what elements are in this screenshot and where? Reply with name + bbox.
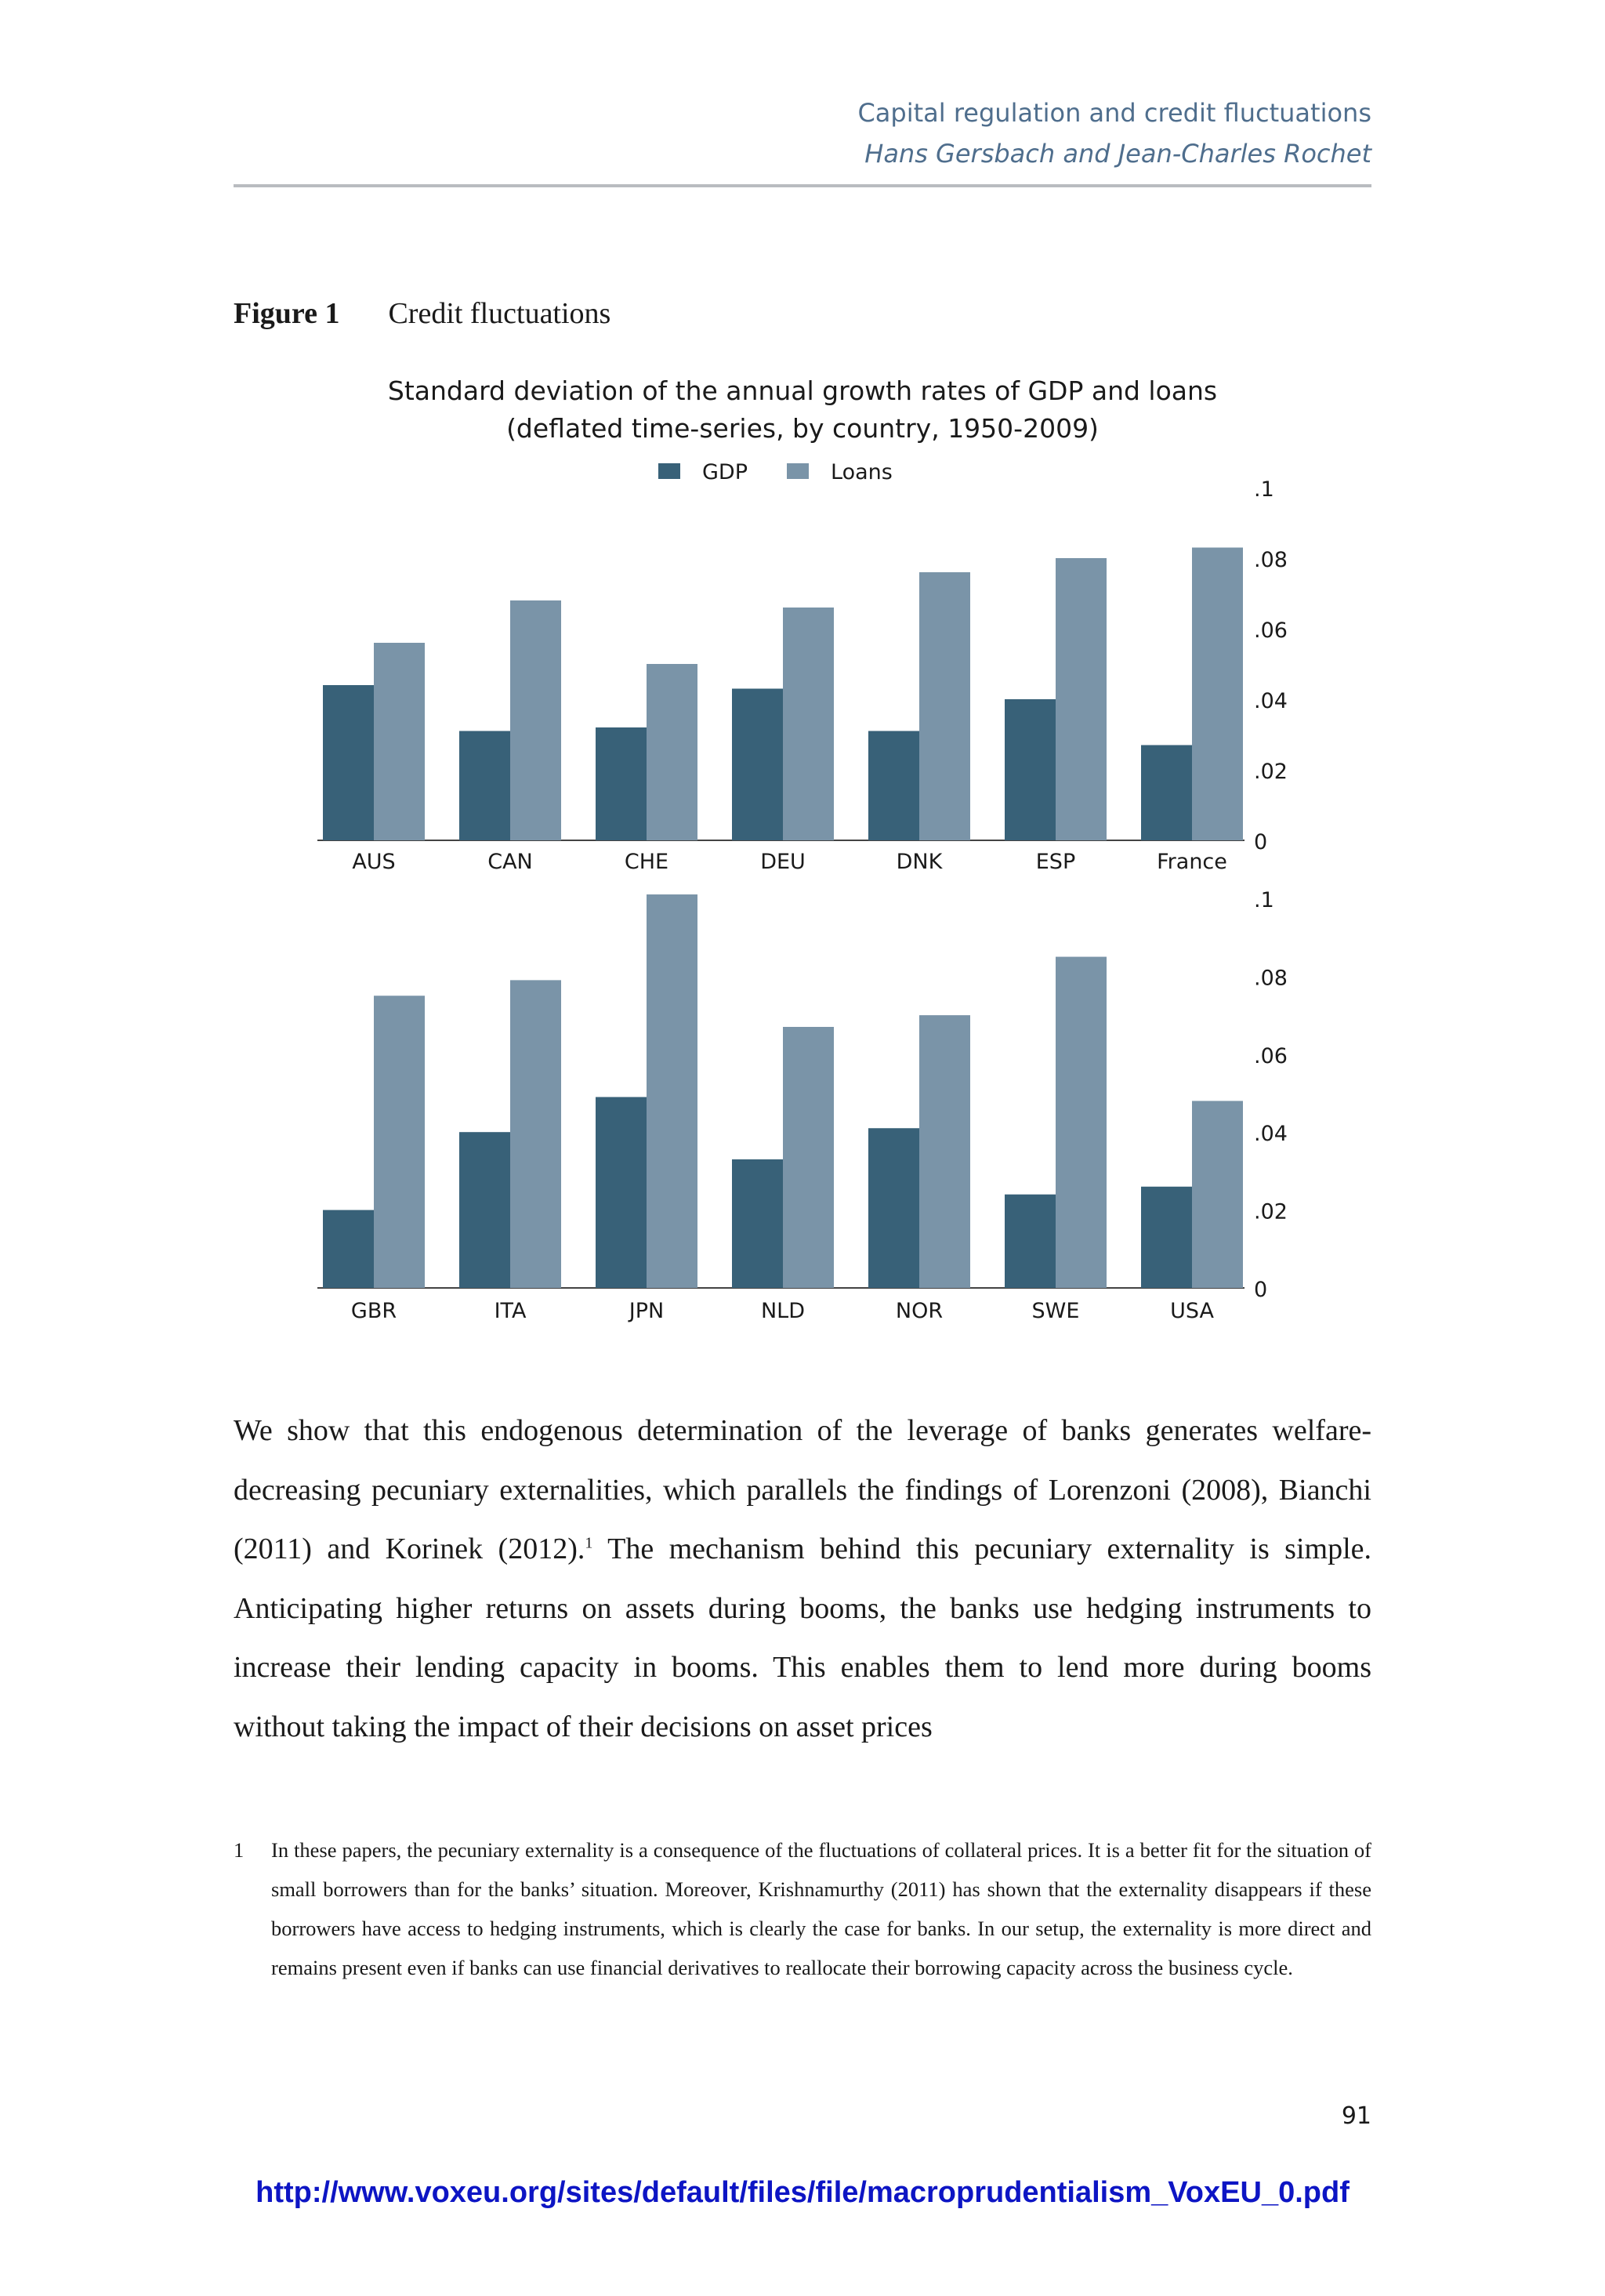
category-label-france: France — [1157, 850, 1227, 874]
bar-loans-swe — [1056, 957, 1107, 1288]
bar-loans-nor — [919, 1015, 970, 1288]
bar-gdp-france — [1141, 745, 1192, 841]
body-paragraph — [234, 1402, 1371, 1757]
panel-2-ytick: .04 — [1254, 1122, 1288, 1147]
category-label-aus: AUS — [352, 850, 396, 874]
category-label-nld: NLD — [760, 1299, 806, 1323]
footnote-text: In these papers, the pecuniary externality is a consequence of the fluctuations of collateral prices. It is a better fit for the situation of small borrowers than for the banks’ situation. Moreover, Krishnamurthy (2011) has shown that the externality disappears if these borrowers have access to hedging instruments, which is clearly the case for banks. In our setup, the externality is more direct and remains present even if banks can use financial derivatives to reallocate their borrowing capacity across the business cycle. — [271, 1838, 1371, 1979]
category-label-ita: ITA — [494, 1299, 527, 1323]
category-label-usa: USA — [1170, 1299, 1214, 1323]
category-label-jpn: JPN — [629, 1299, 665, 1323]
bar-loans-can — [510, 600, 561, 840]
panel-2-ytick: .02 — [1254, 1199, 1288, 1224]
bar-gdp-gbr — [323, 1210, 374, 1288]
figure-title: Credit fluctuations — [388, 297, 611, 330]
category-label-dnk: DNK — [896, 850, 943, 874]
bar-gdp-dnk — [868, 731, 919, 841]
bar-gdp-deu — [732, 689, 783, 841]
category-label-swe: SWE — [1031, 1299, 1080, 1323]
panel-2-ytick: 0 — [1254, 1278, 1268, 1302]
panel-1-ytick: .02 — [1254, 760, 1288, 784]
chart-title: Standard deviation of the annual growth rates of GDP and loans — [387, 375, 1218, 406]
legend-label-loans: Loans — [831, 460, 893, 484]
panel-1-ytick: .06 — [1254, 618, 1288, 643]
running-authors: Hans Gersbach and Jean-Charles Rochet — [864, 139, 1371, 169]
panel-1-ytick: .1 — [1254, 477, 1274, 502]
bar-gdp-swe — [1005, 1195, 1056, 1288]
bar-gdp-jpn — [596, 1097, 647, 1288]
bar-loans-esp — [1056, 558, 1107, 840]
footnote-reference[interactable]: 1 — [585, 1534, 593, 1552]
panel-2-ytick: .1 — [1254, 888, 1274, 912]
category-label-che: CHE — [624, 850, 669, 874]
bar-gdp-can — [459, 731, 510, 841]
panel-2-ytick: .08 — [1254, 966, 1288, 991]
page-number: 91 — [1341, 2102, 1371, 2130]
bar-loans-che — [647, 664, 697, 840]
panel-2-ytick: .06 — [1254, 1043, 1288, 1068]
category-label-deu: DEU — [760, 850, 806, 874]
bar-gdp-che — [596, 727, 647, 840]
category-label-esp: ESP — [1035, 850, 1076, 874]
bar-loans-gbr — [374, 996, 425, 1288]
bar-loans-nld — [783, 1027, 834, 1288]
footnote-number: 1 — [234, 1838, 245, 1862]
figure-label: Figure 1 — [234, 297, 340, 330]
bar-loans-usa — [1192, 1101, 1243, 1288]
bar-loans-france — [1192, 548, 1243, 841]
panel-1-ytick: .08 — [1254, 548, 1288, 572]
panel-1-ytick: 0 — [1254, 830, 1268, 854]
bar-loans-ita — [510, 980, 561, 1288]
body-text-part2: The mechanism behind this pecuniary externality is simple. Anticipating higher returns on assets during booms, the banks use hedging instruments to increase their lending capacity in booms. This enables them to lend more during booms without taking the impact of their decisions on asset prices — [234, 1532, 1372, 1743]
bar-loans-jpn — [647, 894, 697, 1288]
category-label-nor: NOR — [895, 1299, 944, 1323]
bar-gdp-ita — [459, 1132, 510, 1288]
bar-gdp-aus — [323, 685, 374, 840]
panel-1-ytick: .04 — [1254, 689, 1288, 713]
legend-swatch-gdp — [658, 463, 680, 479]
footnote — [234, 1830, 1371, 1987]
chart-subtitle: (deflated time-series, by country, 1950-2009) — [506, 413, 1099, 444]
bar-loans-deu — [783, 608, 834, 840]
source-url-link[interactable]: http://www.voxeu.org/sites/default/files/file/macroprudentialism_VoxEU_0.pdf — [255, 2176, 1350, 2209]
category-label-can: CAN — [487, 850, 533, 874]
legend-swatch-loans — [787, 463, 809, 479]
bar-gdp-nld — [732, 1159, 783, 1288]
bar-gdp-usa — [1141, 1187, 1192, 1288]
body-text-part1: We show that this endogenous determination of the leverage of banks generates welfare-decreasing pecuniary externalities, which parallels the findings of Lorenzoni (2008), Bianchi (2011) and Korinek (2012). — [234, 1414, 1371, 1565]
bar-gdp-nor — [868, 1128, 919, 1288]
category-label-gbr: GBR — [350, 1299, 397, 1323]
bar-loans-dnk — [919, 572, 970, 840]
legend-label-gdp: GDP — [702, 460, 748, 484]
bar-gdp-esp — [1005, 699, 1056, 840]
bar-loans-aus — [374, 643, 425, 840]
running-title: Capital regulation and credit fluctuations — [857, 98, 1371, 128]
